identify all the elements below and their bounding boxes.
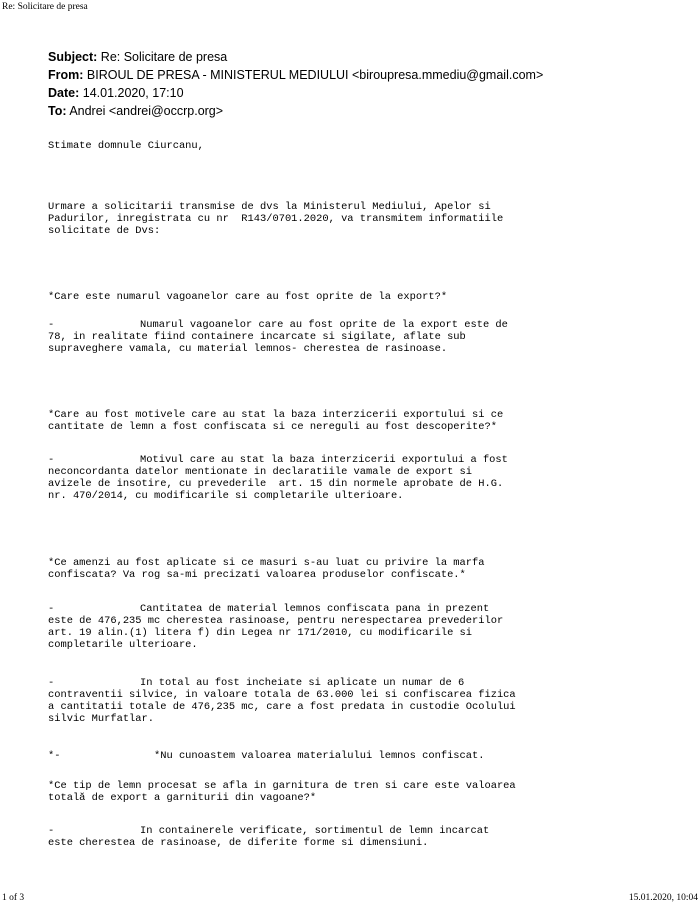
- question-1: *Care este numarul vagoanelor care au fost oprite de la export?*: [48, 291, 448, 303]
- answer-3: [48, 603, 668, 651]
- date-label: Date:: [48, 86, 80, 100]
- question-2: *Care au fost motivele care au stat la baza interzicerii exportului si ce cantitate de lemn a fost confiscata si ce nereguli au fost descoperite?*: [48, 409, 504, 433]
- subject-line: [48, 48, 543, 66]
- date-value: 14.01.2020, 17:10: [82, 86, 184, 100]
- answer-2-rest: neconcordanta datelor mentionate in declaratiile vamale de export si avizele de insotire, cu prevederile art. 15 din normele aprobate de H.G. nr. 470/2014, cu modificarile si completarile ulterioare.: [48, 466, 504, 502]
- answer-1-first: Numarul vagoanelor care au fost oprite de la export este de: [140, 319, 508, 331]
- answer-bullet: -: [48, 603, 55, 615]
- answer-5: [48, 750, 668, 762]
- page-number: 1 of 3: [2, 893, 25, 903]
- answer-bullet: -: [48, 454, 55, 466]
- answer-3-first: Cantitatea de material lemnos confiscata pana in prezent: [140, 603, 490, 615]
- answer-3-rest: este de 476,235 mc cherestea rasinoase, pentru nerespectarea prevederilor art. 19 alin.(1) litera f) din Legea nr 171/2010, cu modificarile si completarile ulterioare.: [48, 615, 504, 651]
- answer-4: [48, 677, 668, 725]
- answer-6: [48, 825, 668, 849]
- answer-2: [48, 454, 668, 502]
- answer-4-rest: contraventii silvice, in valoare totala de 63.000 lei si confiscarea fizica a cantitatii totale de 476,235 mc, care a fost predata in custodie Ocolului silvic Murfatlar.: [48, 689, 516, 725]
- intro-paragraph: Urmare a solicitarii transmise de dvs la Ministerul Mediului, Apelor si Padurilor, inregistrata cu nr R143/0701.2020, va transmitem informatiile solicitate de Dvs:: [48, 201, 504, 237]
- answer-1-rest: 78, in realitate fiind containere incarcate si sigilate, aflate sub supraveghere vamala, cu material lemnos- cherestea de rasinoase.: [48, 331, 466, 355]
- date-line: [48, 84, 543, 102]
- answer-bullet: *-: [48, 750, 61, 762]
- from-value: BIROUL DE PRESA - MINISTERUL MEDIULUI <biroupresa.mmediu@gmail.com>: [86, 68, 544, 82]
- print-timestamp: 15.01.2020, 10:04: [628, 893, 698, 903]
- question-3: *Ce amenzi au fost aplicate si ce masuri s-au luat cu privire la marfa confiscata? Va rog sa-mi precizati valoarea produselor confiscate.*: [48, 557, 485, 581]
- email-headers: [48, 48, 543, 120]
- from-line: [48, 66, 543, 84]
- answer-6-rest: este cherestea de rasinoase, de diferite forme si dimensiuni.: [48, 837, 429, 849]
- subject-label: Subject:: [48, 50, 98, 64]
- greeting: Stimate domnule Ciurcanu,: [48, 140, 204, 152]
- answer-2-first: Motivul care au stat la baza interzicerii exportului a fost: [140, 454, 508, 466]
- answer-1: [48, 319, 668, 355]
- answer-bullet: -: [48, 319, 55, 331]
- answer-4-first: In total au fost incheiate si aplicate un numar de 6: [140, 677, 465, 689]
- to-label: To:: [48, 104, 67, 118]
- answer-bullet: -: [48, 677, 55, 689]
- answer-5-text: *Nu cunoastem valoarea materialului lemnos confiscat.: [154, 750, 485, 762]
- answer-bullet: -: [48, 825, 55, 837]
- question-4: *Ce tip de lemn procesat se afla in garnitura de tren si care este valoarea totală de export a garniturii din vagoane?*: [48, 780, 516, 804]
- to-line: [48, 102, 543, 120]
- answer-6-first: In containerele verificate, sortimentul de lemn incarcat: [140, 825, 490, 837]
- subject-value: Re: Solicitare de presa: [100, 50, 228, 64]
- page-title: Re: Solicitare de presa: [2, 2, 88, 12]
- from-label: From:: [48, 68, 84, 82]
- to-value: Andrei <andrei@occrp.org>: [69, 104, 224, 118]
